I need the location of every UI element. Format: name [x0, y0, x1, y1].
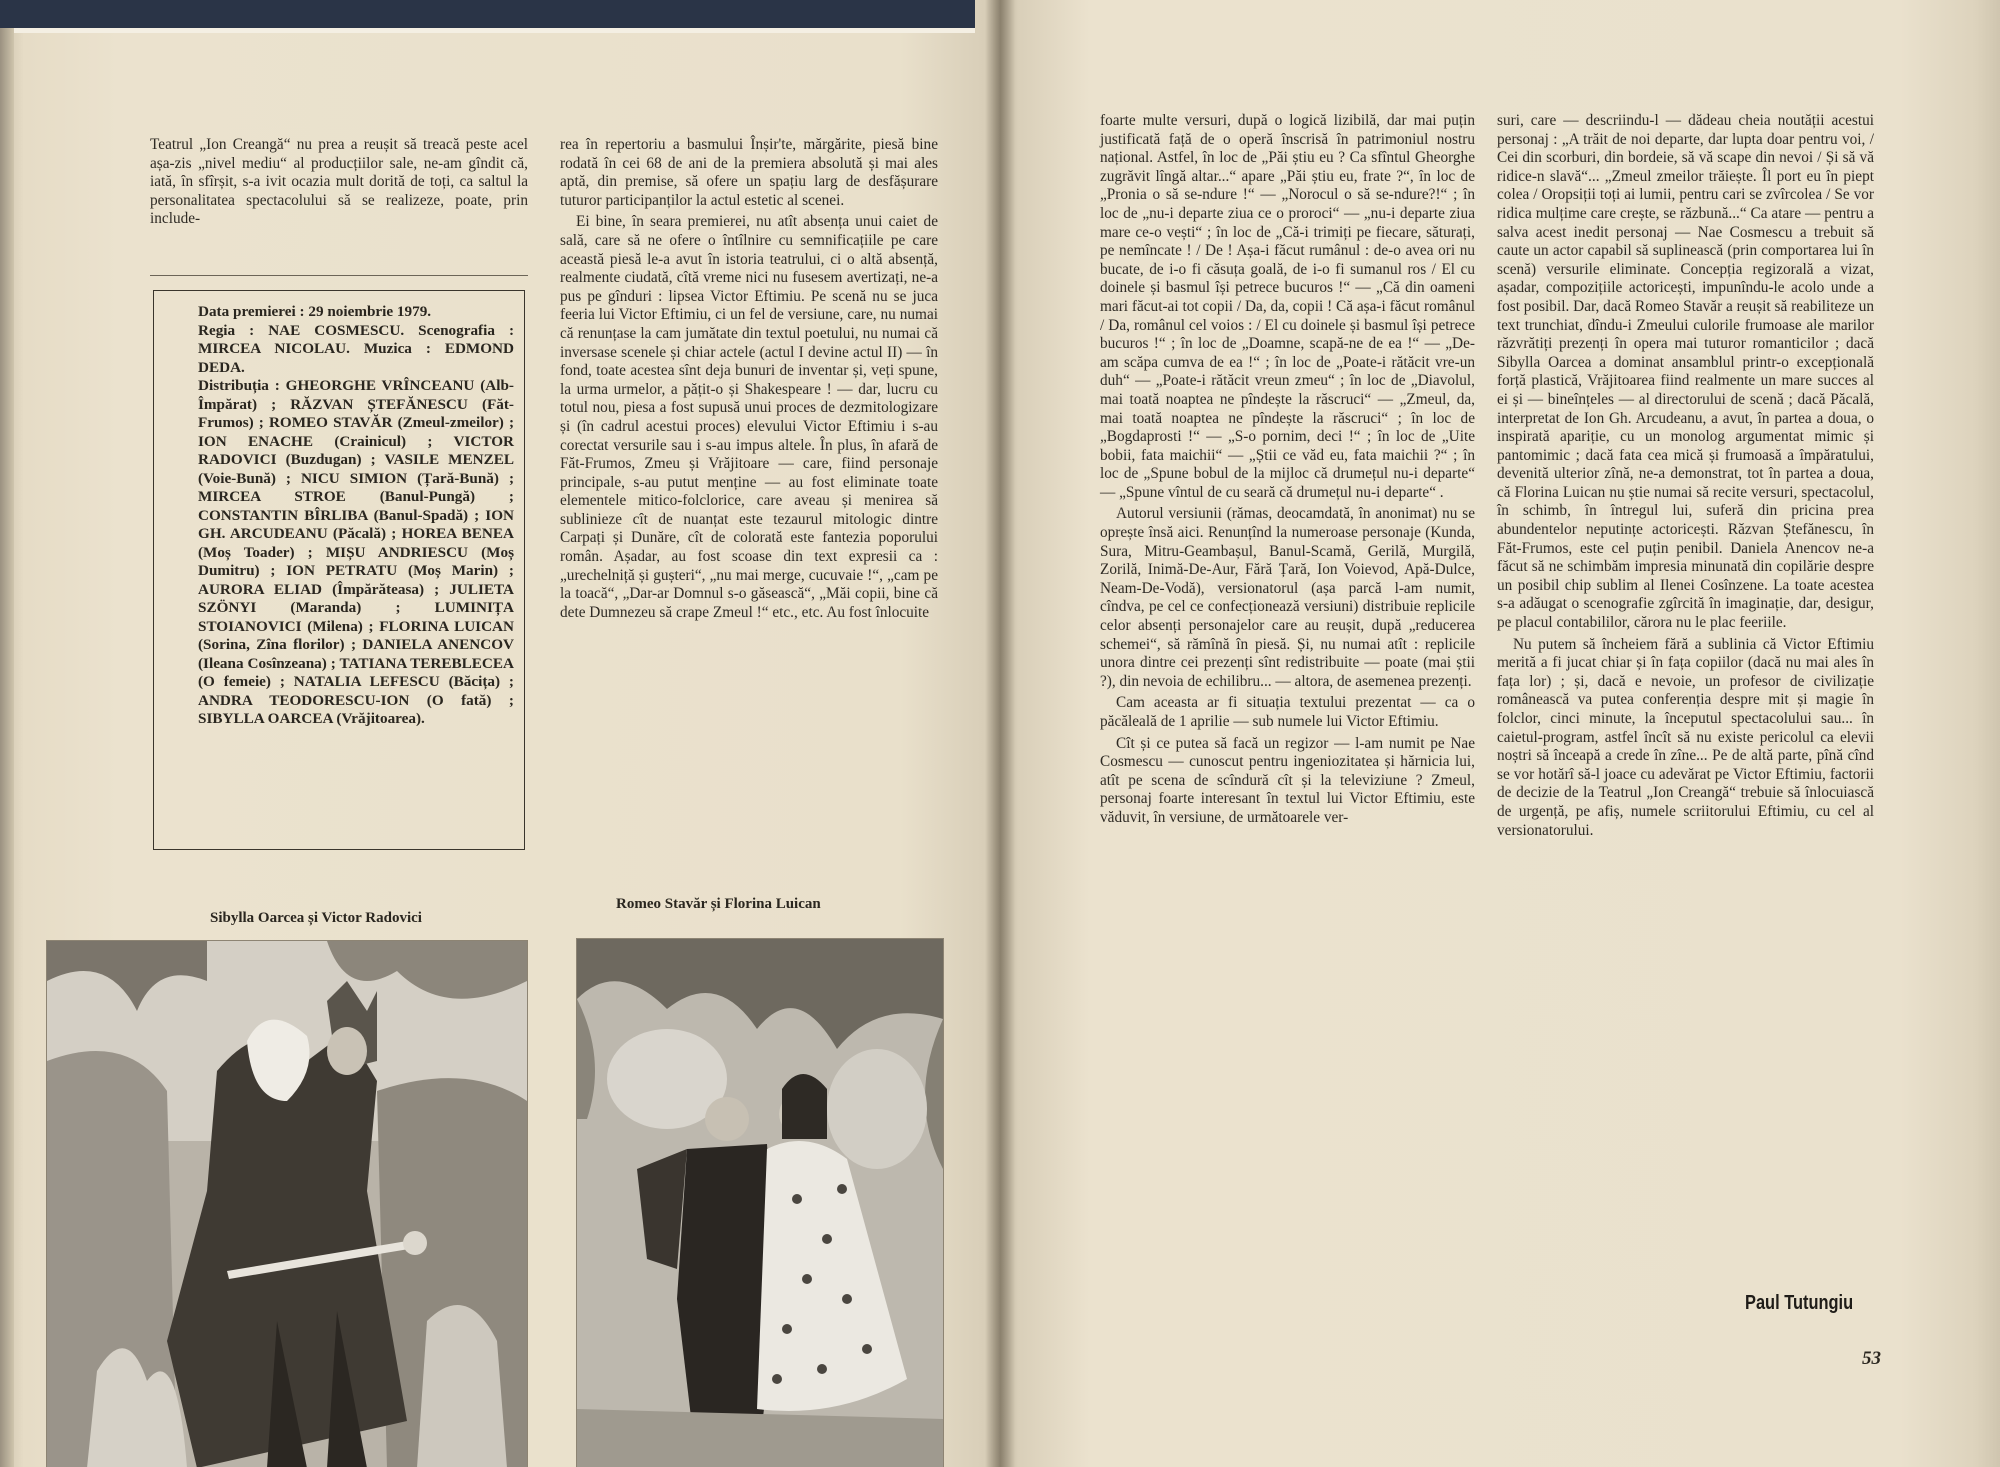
- photo-image: [577, 939, 943, 1467]
- page-edge-strip: [0, 28, 14, 1467]
- article-column-4: [1497, 112, 1874, 843]
- paragraph: suri, care — descriindu-l — dădeau cheia noutății acestui personaj : „A trăit de noi departe, dar lupta doar pentru voi, / Cei din scorburi, din bordeie, să vă scape din nevoi / Și să vă ridice-n slavă“... „Zmeul zmeilor trăiește. Îl port eu în piept colea / Oropsiții toți ai lumii, pentru cari se zvîrcolea / Se vor ridica mulțime care crește, se răzbună...“ Ca atare — pentru a salva acest inedit personaj — Nae Cosmescu a trebuit să caute un actor capabil să suplinească (prin comportarea lui în scenă) versurile eliminate. Concepția regizorală a vizat, așadar, compozițiile actoricești, impunîndu-le acolo unde a fost posibil. Dar, dacă Romeo Stavăr a reușit să reabiliteze un text trunchiat, dîndu-i Zmeului culorile frumoase ale marilor răzvrătiți prezenți în opera mai tuturor romanticilor ; dacă Sibylla Oarcea a dominat ansamblul printr-o excepțională forță plastică, Vrăjitoarea fiind realmente un mare succes al ei și — bineînțeles — al directorului de scenă ; dacă Păcală, interpretat de Ion Gh. Arcudeanu, a avut, în partea a doua, o inspirată apariție, cu un monolog argumentat mimic și pantomimic ; dacă fata cea mică și frumoasă a împăratului, devenită ulterior zînă, ne-a demonstrat, tot în partea a doua, că Florina Luican nu știe numai să recite versuri, spectacolul, în schimb, în întregul lui, suferă din pricina prea abundentelor neputințe actoricești. Răzvan Ștefănescu, în Făt-Frumos, este cel puțin penibil. Daniela Anencov ne-a făcut să ne schimbăm impresia minunată din copilărie despre un posibil chip sublim al Ilenei Cosînzene. La toate acestea s-a adăugat o scenografie zgîrcită în imaginație, dar, desigur, pe placul contabililor, cărora nu le plac feeriile.: [1497, 112, 1874, 632]
- article-column-3: [1100, 112, 1475, 831]
- page-number: 53: [1862, 1348, 1881, 1369]
- credits-box: [153, 290, 525, 850]
- book-binding: [0, 0, 975, 28]
- stage-photo-couple: [576, 938, 944, 1467]
- production-team: Regia : NAE COSMESCU. Scenografia : MIRCEA NICOLAU. Muzica : EDMOND DEDA.: [198, 321, 514, 376]
- column-divider: [150, 275, 528, 276]
- paragraph: Autorul versiunii (rămas, deocamdată, în anonimat) nu se oprește însă aici. Renunțînd la numeroase personaje (Kunda, Sura, Mitru-Geambașul, Banul-Scamă, Gerilă, Murgilă, Zorilă, Inimă-De-Aur, Fără Țară, Ion Voievod, Apă-Dulce, Neam-De-Vodă), versionatorul (așa parcă l-am numit, cîndva, pe cel ce confecționează versiuni) distribuie replicile celor absenți personajelor care au reușit, după „reducerea schemei“, să rămînă în piesă. Și, nu numai atît : replicile unora dintre cei prezenți sînt redistribuite — poate (mai știi ?), din nevoia de echilibru... — altora, de asemenea prezenți.: [1100, 505, 1475, 690]
- article-column-2: [560, 136, 938, 625]
- article-author: Paul Tutungiu: [1745, 1292, 1854, 1314]
- paragraph: Ei bine, în seara premierei, nu atît absența unui caiet de sală, care să ne ofere o întîlnire cu semnificațiile pe care această piesă le-a avut în istoria teatrului, ci o altă absență, realmente ciudată, cîtă vreme nici nu fusesem avertizați, ne-a pus pe gînduri : lipsea Victor Eftimiu. Pe scenă nu se juca feeria lui Victor Eftimiu, ci un fel de versiune, care, nu numai că renunțase la cam jumătate din textul poetului, nu numai că inversase scenele și chiar actele (actul I devine actul II) — în fond, toate acestea sînt deja bunuri de inventar și, veți spune, la urma urmelor, a pățit-o și Shakespeare ! — dar, lucru cu totul nou, piesa a fost supusă unui proces de dezmitologizare și (în cadrul acestui proces) elevului Victor Eftimiu i s-au corectat versurile sau i s-au impus altele. În plus, în afară de Făt-Frumos, Zmeu și Vrăjitoare — care, fiind personaje principale, s-au putut menține — au fost eliminate toate elementele mitico-folclorice, care aveau și menirea să sublinieze cît de nuanțat este tezaurul mitologic dintre Carpați și Dunăre, cît de colorată este fantezia poporului român. Așadar, au fost scoase din text expresii ca : „urechelniță și gușteri“, „nu mai merge, cucuvaie !“, „cam pe la toacă“, „Dar-ar Domnul s-o găsească“, „Măi copii, bine că dete Dumnezeu să crape Zmeul !“ etc., etc. Au fost înlocuite: [560, 213, 938, 621]
- paragraph: Nu putem să încheiem fără a sublinia că Victor Eftimiu merită a fi jucat chiar și în fața copiilor (dacă nu mai ales în fața lor) ; și, dacă e nevoie, un profesor de civilizație românească va putea conferenția despre mit și magie în folclor, cinci minute, la începutul spectacolului sau... în caietul-program, astfel încît să nu existe pericolul ca elevii noștri să înceapă a crede în zîne... Pe de altă parte, pînă cînd se vor hotărî să-l joace cu adevărat pe Victor Eftimiu, factorii de decizie de la Teatrul „Ion Creangă“ trebuie să înlocuiască de urgență, pe afiș, numele scriitorului Eftimiu, cu cel al versionatorului.: [1497, 635, 1874, 839]
- photo-caption-left: Sibylla Oarcea și Victor Radovici: [210, 910, 422, 926]
- article-column-1: [150, 136, 528, 232]
- book-gutter: [985, 0, 1015, 1467]
- photo-image: [47, 941, 527, 1467]
- photo-caption-right: Romeo Stavăr și Florina Luican: [616, 896, 821, 912]
- premiere-date: Data premierei : 29 noiembrie 1979.: [198, 303, 432, 320]
- paragraph: rea în repertoriu a basmului Înșir'te, mărgărite, piesă bine rodată în cei 68 de ani de la premiera absolută și mai ales aptă, din premise, să ofere un spațiu larg de desfășurare tuturor participanților la actul estetic al scenei.: [560, 136, 938, 209]
- binding-edge: [0, 28, 975, 33]
- paragraph: Cam aceasta ar fi situația textului prezentat — ca o păcăleală de 1 aprilie — sub numele lui Victor Eftimiu.: [1100, 694, 1475, 730]
- paragraph: Cît și ce putea să facă un regizor — l-am numit pe Nae Cosmescu — cunoscut pentru ingeniozitatea și hărnicia lui, atît pe scena de scîndură cît și la televiziune ? Zmeul, personaj foarte interesant în textul lui Victor Eftimiu, este văduvit, în versiune, de următoarele ver-: [1100, 734, 1475, 826]
- stage-photo-witch: [46, 940, 528, 1467]
- paragraph: Teatrul „Ion Creangă“ nu prea a reușit să treacă peste acel așa-zis „nivel mediu“ al producțiilor sale, ne-am gîndit că, iată, în sfîrșit, s-a ivit ocazia mult dorită de toți, ca saltul la personalitatea spectacolului să se realizeze, poate, prin include-: [150, 136, 528, 228]
- cast-list: Distribuția : GHEORGHE VRÎNCEANU (Alb-Împărat) ; RĂZVAN ȘTEFĂNESCU (Făt-Frumos) ; ROMEO STAVĂR (Zmeul-zmeilor) ; ION ENACHE (Crainicul) ; VICTOR RADOVICI (Buzdugan) ; VASILE MENZEL (Voie-Bună) ; NICU SIMION (Țară-Bună) ; MIRCEA STROE (Banul-Pungă) ; CONSTANTIN BÎRLIBA (Banul-Spadă) ; ION GH. ARCUDEANU (Păcală) ; HOREA BENEA (Moș Toader) ; MIȘU ANDRIESCU (Moș Dumitru) ; ION PETRATU (Moș Marin) ; AURORA ELIAD (Împărăteasa) ; JULIETA SZÖNYI (Maranda) ; LUMINIȚA STOIANOVICI (Milena) ; FLORINA LUICAN (Sorina, Zîna florilor) ; DANIELA ANENCOV (Ileana Cosînzeana) ; TATIANA TEREBLECEA (O femeie) ; NATALIA LEFESCU (Băcița) ; ANDRA TEODORESCU-ION (O fată) ; SIBYLLA OARCEA (Vrăjitoarea).: [198, 377, 514, 727]
- right-page: [1000, 0, 2000, 1467]
- paragraph: foarte multe versuri, după o logică lizibilă, dar mai puțin justificată față de o operă înscrisă în patrimoniul nostru național. Astfel, în loc de „Păi știu eu ? Ca sfîntul Gheorghe zugrăvit lîngă altar...“ apare „Păi știu eu, frate ?“, în loc de „Pronia o să se-ndure !“ — „Norocul o să se-ndure?!“ ; în loc de „nu-i departe ziua ce o proroci“ — „nu-i departe ziua mare ce-o vești“ ; în loc de „Că-i trimiți pe fiecare, săturați, pe nemîncate ! / De ! Așa-i făcut rumânul : de-o avea ori nu bucate, de i-o fi căsuța goală, de i-o fi sumanul ros / El cu doinele și basmul își petrece bucuros !“ — „Că din oameni mari făcut-ai tot copii / Da, da, copii ! Că așa-i făcut românul / Da, românul cel voios : / El cu doinele și basmul își petrece bucuros !“ ; în loc de „Doamne, scapă-ne de ea !“ — „De-am scăpa cumva de ea !“ ; în loc de „Poate-i rătăcit vre-un duh“ — „Poate-i rătăcit vreun zmeu“ ; în loc de „Diavolul, mai toată noaptea ne pîndește la răscruci“ — „Zmeul, da, mai toată noaptea ne pîndește la răscruci“ ; în loc de „Bogdaprosti !“ — „S-o pornim, deci !“ ; în loc de „Uite bobii, fata maichii“ — „Știi ce văd eu, fata maichii ?“ ; în loc de „Spune bobul de la mijloc că drumețul nu-i departe“ — „Spune vîntul de cu seară că drumețul nu-i departe“ .: [1100, 112, 1475, 501]
